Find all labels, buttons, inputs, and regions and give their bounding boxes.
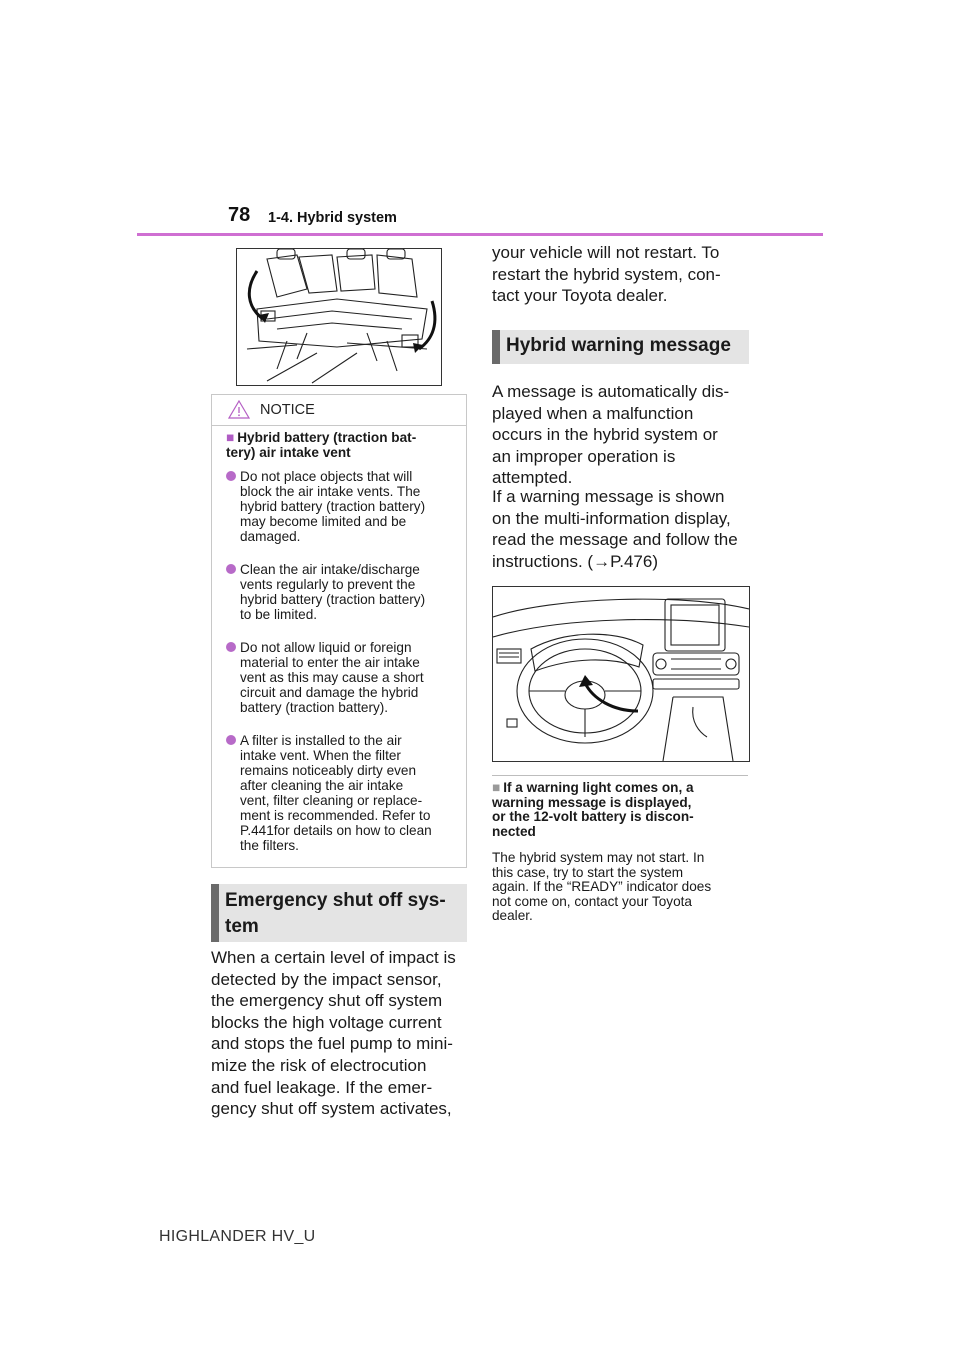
hybrid-warning-heading-box [492,330,749,364]
heading-bar [492,330,500,364]
warning-triangle-icon [228,400,250,424]
notice-subheading-text: Hybrid battery (traction bat- tery) air intake vent [226,430,417,460]
bullet-dot-icon [226,642,236,652]
battery-note: The hybrid system may not start. In this case, try to start the system again. If the “READY” indicator does not come on, contact your Toyota dealer. [492,850,712,924]
bullet-dot-icon [226,564,236,574]
emergency-body: When a certain level of impact is detected by the impact sensor, the emergency shut off system blocks the high voltage current and stops the fuel pump to mini- mize the risk of electrocution and fuel leakage. If the emer- gency shut off system activates, [211,948,456,1119]
notice-item-text: Do not place objects that will block the air intake vents. The hybrid battery (traction battery) may become limited and be damaged. [240,469,426,544]
notice-item-text: Do not allow liquid or foreign material to enter the air intake vent as this may cause a short circuit and damage the hybrid battery (traction battery). [240,640,424,715]
notice-item [226,469,462,544]
bullet-dot-icon [226,471,236,481]
notice-item-text: A filter is installed to the air intake vent. When the filter remains noticeably dirty even after cleaning the air intake vent, filter cleaning or replace- ment is recommended. Refer to P.441for details on how to clean the filters. [240,733,432,853]
square-bullet-icon: ■ [492,780,501,795]
notice-item-text: Clean the air intake/discharge vents regularly to prevent the hybrid battery (traction battery) to be limited. [240,562,426,622]
notice-item [226,733,462,853]
heading-bar [211,884,219,942]
rear-seat-drawing [237,249,441,385]
notice-subheading [226,430,416,460]
footer-model: HIGHLANDER HV_U [159,1228,316,1245]
emergency-heading: Emergency shut off sys- tem [225,890,446,937]
emergency-heading-box [211,884,467,942]
battery-subheading-text: If a warning light comes on, a warning message is displayed, or the 12-volt battery is discon- nected [492,780,694,839]
section-title: 1-4. Hybrid system [268,210,397,226]
page-number: 78 [228,204,251,226]
divider [492,775,748,776]
dashboard-illustration [492,586,750,762]
hybrid-warning-para2: If a warning message is shown on the multi-information display, read the message and follow the instructions. (→P.476) [492,487,738,571]
dashboard-drawing [493,587,749,761]
continued-text: your vehicle will not restart. To restart the hybrid system, con- tact your Toyota dealer. [492,243,721,306]
notice-item [226,640,462,715]
battery-subheading [492,781,757,839]
hybrid-warning-para1: A message is automatically dis- played when a malfunction occurs in the hybrid system or an improper operation is attempted. [492,382,730,488]
header-rule [137,233,823,236]
notice-title: NOTICE [260,402,315,418]
hybrid-warning-heading: Hybrid warning message [506,335,731,356]
notice-box [211,394,467,868]
notice-header [212,395,466,426]
bullet-dot-icon [226,735,236,745]
square-bullet-icon: ■ [226,430,235,445]
rear-seat-vent-illustration [236,248,442,386]
notice-item [226,562,462,622]
